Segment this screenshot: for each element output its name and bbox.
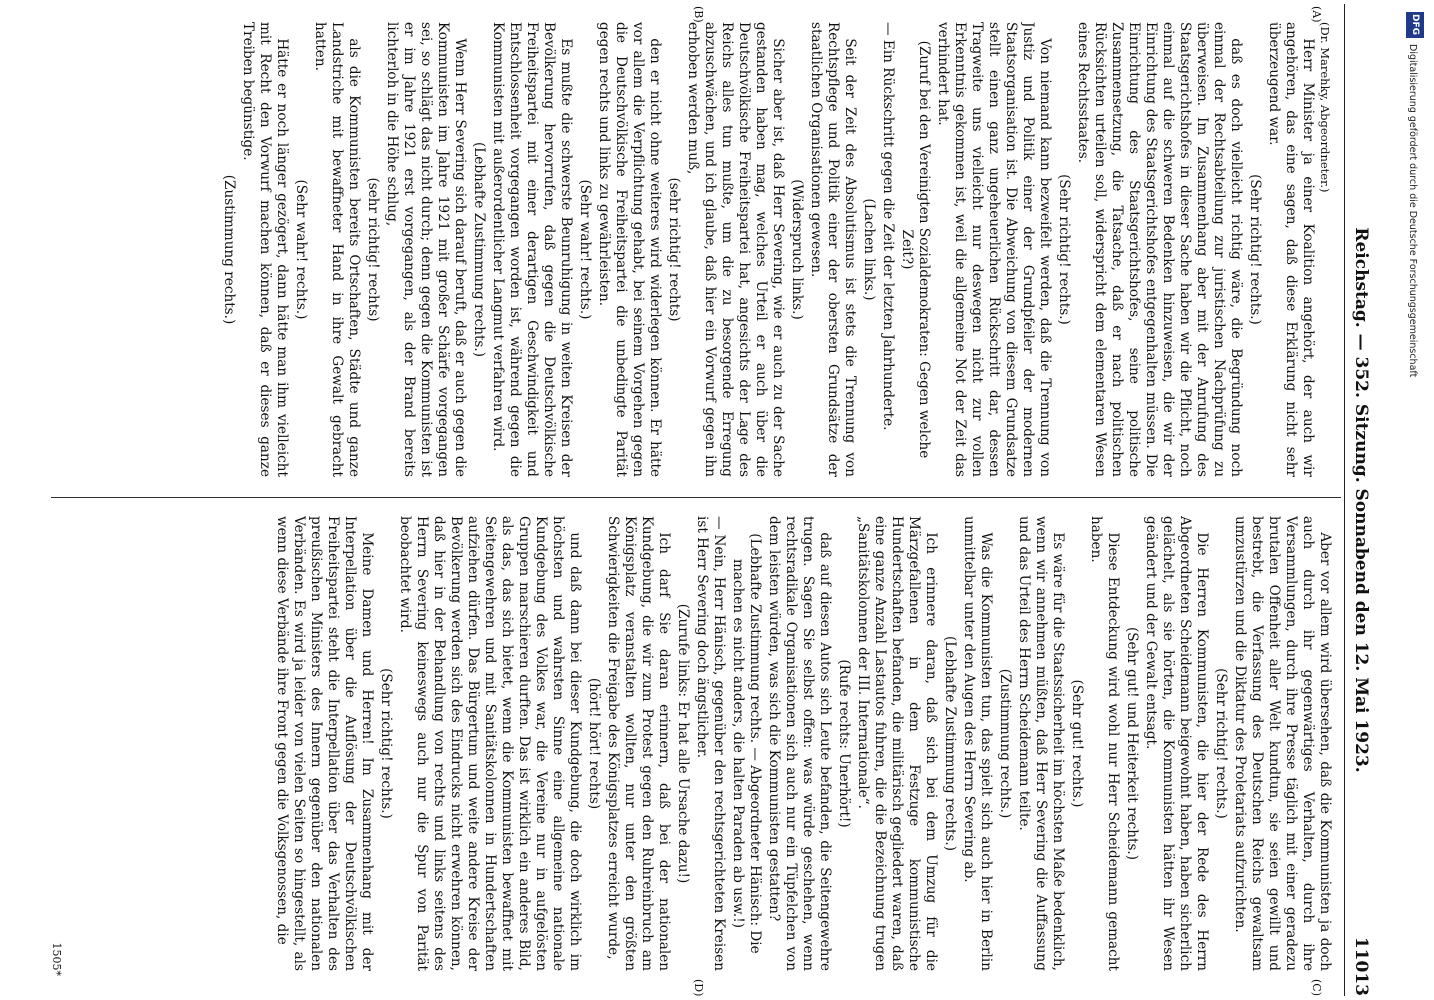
paragraph: daß auf diesen Autos sich Leute befanden, die Seitengewehre trugen. Sagen Sie selbst offen: was würde geschehen, wenn rechtsradikale Organisationen sich auch nur ein Tüpfelchen von dem leisten würden, was sich die Kommunisten gestatten?: [766, 516, 833, 971]
interjection: (Zustimmung rechts.): [221, 174, 237, 325]
paragraph: — Ein Rückschritt gegen die Zeit der letzten Jahrhunderte.: [880, 22, 896, 431]
interjection: (Lebhafte Zustimmung rechts. — Abgeordneter Hänisch: Die machen es nicht anders, die halten Paraden ab usw.!): [730, 533, 763, 954]
interjection: (Zuruf bei den Vereinigten Sozialdemokraten: Gegen welche Zeit?): [899, 40, 932, 459]
interjection: (Lebhafte Zustimmung rechts.): [471, 141, 487, 358]
right-text-column: [53, 516, 1333, 971]
margin-marker-c: (C): [1310, 979, 1323, 996]
newspaper-page: [40, 4, 1395, 996]
interjection: (Lebhafte Zustimmung rechts.): [942, 635, 958, 852]
interjection: (Zurufe links: Er hat alle Ursache dazu!): [675, 603, 691, 884]
left-text-column: [53, 22, 1333, 477]
interjection: (sehr richtig! rechts): [365, 177, 381, 322]
header-left-spacer: [1345, 4, 1351, 74]
paragraph: daß es doch vielleicht richtig wäre, die Begründung noch einmal der Rechtsabteilung zur juristischen Nachprüfung zu überweisen. Im Zusammenhang aber mit der Anrufung des Staatsgerichtshofes in dieser Sache haben wir die Pflicht, noch einmal auf die schweren Bedenken hinzuweisen, die wir der Einrichtung des Staatsgerichtshofes entgegenhalten müssen. Die Einrichtung des Staatsgerichtshofes, seine politische Zusammensetzung, die Tatsache, daß er nach politischen Rücksichten urteilen soll, widerspricht dem elementaren Wesen eines Rechtsstaates.: [1075, 22, 1244, 477]
paragraph: als die Kommunisten bereits Ortschaften, Städte und ganze Landstriche mit bewaffneter Hand in ihre Gewalt gebracht hatten.: [312, 22, 362, 477]
paragraph: Von niemand kann bezweifelt werden, daß die Trennung von Justiz und Politik einer der Grundpfeiler der modernen Staatsorganisation ist. Die Abweichung von diesem Grundsatze stellt einen ganz ungeheuerlichen Rückschritt dar, dessen Tragweite uns vielleicht nur deswegen nicht zur vollen Erkenntnis gekommen ist, weil die allgemeine Not der Zeit das verhindert hat.: [935, 22, 1053, 477]
paragraph: Herr Minister ja einer Koalition angehört, der auch wir angehören, das eine sagen, daß diese Erklärung nicht sehr überzeugend war.: [1266, 22, 1316, 477]
paragraph: Seit der Zeit des Absolutismus ist stets die Trennung von Rechtspflege und Politik einer der obersten Grundsätze der staatlichen Organisationen gewesen.: [808, 22, 858, 477]
paragraph: Diese Entdeckung wird wohl nur Herr Scheidemann gemacht haben.: [1088, 516, 1121, 971]
paragraph: Ich darf Sie daran erinnern, daß bei der nationalen Kundgebung, die wir zum Protest gegen den Ruhreinbruch am Königsplatz veranstalten wollten, nur unter den größten Schwierigkeiten die Freigabe des Königsplatzes erreicht wurde,: [605, 516, 672, 971]
interjection: (Sehr gut! und Heiterkeit rechts.): [1124, 626, 1140, 861]
paragraph: Was die Kommunisten tun, das spielt sich auch hier in Berlin unmittelbar unter den Augen des Herrn Severing ab.: [961, 516, 994, 971]
interjection: (Widerspruch links.): [789, 179, 805, 320]
speaker-tag: (Dr. Marehky, Abgeordneter.): [1318, 22, 1332, 193]
paragraph: Ich erinnere daran, daß sich bei dem Umzug für die Märzgefallenen in dem Festzuge kommunistische Hundertschaften befanden, die militärisch gegliedert waren, daß eine ganze Anzahl Lastautos fuhren, die die Bezeichnung trugen „Sanitätskolonnen der III. Internationale“.: [855, 516, 939, 971]
interjection: (Sehr richtig! rechts.): [378, 668, 394, 819]
interjection: (Zustimmung rechts.): [997, 668, 1013, 819]
interjection: (sehr richtig! rechts): [666, 177, 682, 322]
column-divider: [51, 497, 1341, 498]
interjection: (Sehr gut! rechts.): [1069, 679, 1085, 808]
dfg-logo: DFG: [1406, 12, 1424, 38]
interjection: (Sehr richtig! rechts.): [1247, 174, 1263, 325]
interjection: (Rufe rechts: Unerhört!): [836, 659, 852, 828]
interjection: (Lachen links.): [861, 198, 877, 301]
paragraph: und daß dann bei dieser Kundgebung, die doch wirklich im höchsten und wahrsten Sinne eine allgemeine nationale Kundgebung des Volkes war, die Vereine nur in aufgelösten Gruppen marschieren durften. Das ist wirklich ein anderes Bild, als das, das sich bietet, wenn die Kommunisten bewaffnet mit Seitengewehren und mit Sanitätskolonnen in Hundertschaften aufziehen dürfen. Das Bürgertum und weite andere Kreise der Bevölkerung werden sich des Eindrucks nicht erwehren können, daß hier in der Behandlung von rechts und links seitens des Herrn Severing keineswegs auch nur die Spur von Parität beobachtet wird.: [397, 516, 583, 971]
paragraph: Wenn Herr Severing sich darauf beruft, daß er auch gegen die Kommunisten im Jahre 1921 mit großer Schärfe vorgegangen sei, so schlägt das nicht durch; denn gegen die Kommunisten ist er im Jahre 1921 erst vorgegangen, als der Brand bereits lichterloh in die Höhe schlug,: [384, 22, 468, 477]
paragraph: Es wäre für die Staatssicherheit im höchsten Maße bedenklich, wenn wir annehmen müßten, daß Herr Severing die Auffassung und das Urteil des Herrn Scheidemann teilte.: [1016, 516, 1066, 971]
page-header: [1344, 4, 1395, 996]
digitization-credit: Digitalisierung gefördert durch die Deutsche Forschungsgemeinschaft: [1407, 44, 1418, 378]
digitization-note: [1398, 8, 1432, 992]
paragraph: Hätte er noch länger gezögert, dann hätte man ihm vielleicht mit Recht den Vorwurf machen können, daß er dieses ganze Treiben begünstige.: [240, 22, 290, 477]
interjection: (Sehr wahr! rechts.): [293, 179, 309, 320]
margin-marker-d: (D): [692, 979, 705, 997]
page-number: 11013: [1351, 936, 1371, 996]
paragraph: den er nicht ohne weiteres wird widerlegen können. Er hätte vor allem die Verpflichtung gehabt, bei seinem Vorgehen gegen die Deutschvölkische Freiheitspartei die unbedingte Parität gegen rechts und links zu gewährleisten.: [596, 22, 663, 477]
interjection: (Sehr richtig! rechts.): [1213, 668, 1229, 819]
interjection: (Sehr wahr! rechts.): [577, 179, 593, 320]
paragraph: Es mußte die schwerste Beunruhigung in weiten Kreisen der Bevölkerung hervorrufen, daß gegen die Deutschvölkische Freiheitspartei mit einer derartigen Geschwindigkeit und Entschlossenheit vorgegangen worden ist, während gegen die Kommunisten mit außerordentlicher Langmut verfahren wird.: [490, 22, 574, 477]
margin-marker-a: (A): [1310, 6, 1323, 23]
margin-marker-b: (B): [692, 6, 705, 23]
paragraph: Sicher aber ist, daß Herr Severing, wie er auch zu der Sache gestanden haben mag, welches Urteil er auch über die Deutschvölkische Freiheitspartei hat, angesichts der Lage des Reichs alles tun mußte, um die zu besorgende Erregung abzuschwächen, und ich glaube, daß hier ein Vorwurf gegen ihn erhoben werden muß,: [685, 22, 786, 477]
interjection: (Sehr richtig! rechts.): [1056, 174, 1072, 325]
footer-number: 1505*: [50, 942, 63, 976]
paragraph: Aber vor allem wird übersehen, daß die Kommunisten ja doch auch durch ihr gegenwärtiges Verhalten, durch ihre Versammlungen, durch ihre Presse täglich mit einer geradezu brutalen Offenheit aller Welt kundtun, sie seien gewillt und bestrebt, die Verfassung des Deutschen Reichs gewaltsam umzustürzen und die Diktatur des Proletariats aufzurichten.: [1232, 516, 1333, 971]
page-rotated-content: [40, 4, 1395, 996]
paragraph: Die Herren Kommunisten, die hier der Rede des Herrn Abgeordneten Scheidemann beigewohnt haben, haben sicherlich gelächelt, als sie hörten, die Kommunisten hätten ihr Wesen geändert und der Gewalt entsagt.: [1143, 516, 1210, 971]
interjection: (hört! hört! rechts): [586, 677, 602, 810]
paragraph: — Nein, Herr Hänisch, gegenüber den rechtsgerichteten Kreisen ist Herr Severing doch ängstlicher.: [694, 516, 727, 971]
paragraph: Meine Damen und Herren! Im Zusammenhang mit der Interpellation über die Auflösung der Deutschvölkischen Freiheitspartei steht die Interpellation über das Verhalten des preußischen Ministers des Innern gegenüber den nationalen Verbänden. Es wird ja leider von vielen Seiten so hingestellt, als wenn diese Verbände ihre Front gegen die Volksgenossen, die: [274, 516, 375, 971]
page-title: Reichstag. — 352. Sitzung. Sonnabend den 12. Mai 1923.: [1351, 227, 1371, 773]
